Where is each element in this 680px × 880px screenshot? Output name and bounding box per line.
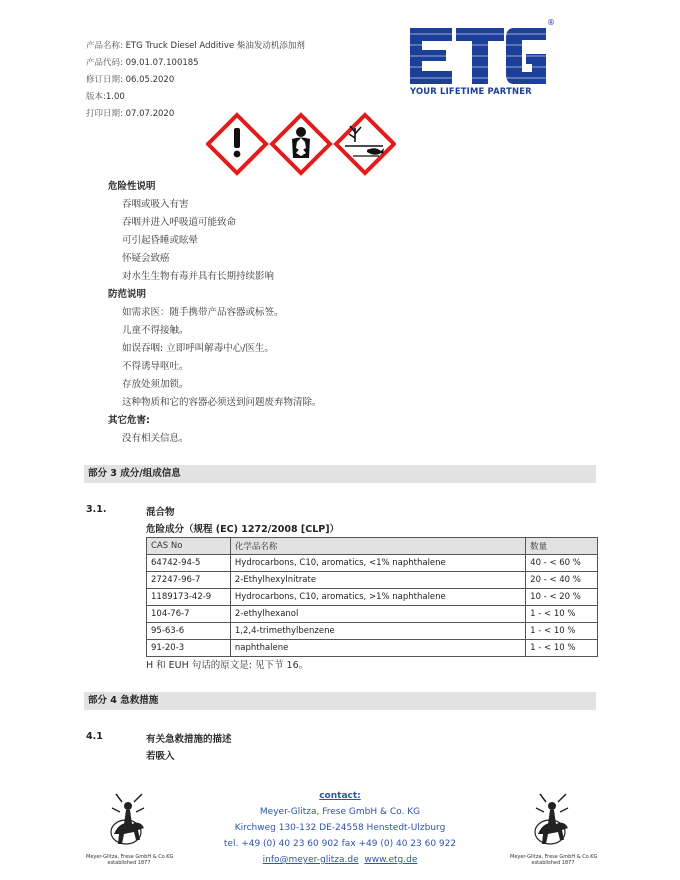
column-header-quantity: 数量 xyxy=(526,538,598,555)
logo-tagline: YOUR LIFETIME PARTNER xyxy=(410,86,532,96)
registered-mark: ® xyxy=(547,18,555,27)
section-4-1-number: 4.1 xyxy=(86,731,103,742)
quantity-cell: 40 - < 60 % xyxy=(526,555,598,572)
company-phone: tel. +49 (0) 40 23 60 902 fax +49 (0) 40 23 60 922 xyxy=(223,839,457,849)
chemical-name-cell: Hydrocarbons, C10, aromatics, <1% naphthalene xyxy=(230,555,525,572)
table-header-row xyxy=(147,538,598,555)
quantity-cell: 20 - < 40 % xyxy=(526,572,598,589)
horse-rider-icon xyxy=(86,790,172,852)
chemical-name-cell: Hydrocarbons, C10, aromatics, >1% naphthalene xyxy=(230,589,525,606)
logo-caption-left: Meyer-Glitza, Frese GmbH & Co.KG established 1877 xyxy=(86,854,174,866)
quantity-cell: 10 - < 20 % xyxy=(526,589,598,606)
section-3-heading: 部分 3 成分/组成信息 xyxy=(84,465,596,483)
h-euh-note: H 和 EUH 句话的原文是: 见下节 16。 xyxy=(146,660,309,671)
precautionary-statement: 不得诱导呕吐。 xyxy=(122,361,189,372)
chemical-name-cell: 2-ethylhexanol xyxy=(230,606,525,623)
other-hazards-title: 其它危害: xyxy=(108,415,150,426)
cas-cell: 1189173-42-9 xyxy=(147,589,231,606)
components-table xyxy=(146,537,598,657)
company-name: Meyer-Glitza, Frese GmbH & Co. KG xyxy=(259,807,421,817)
cas-cell: 27247-96-7 xyxy=(147,572,231,589)
etg-logo xyxy=(408,18,556,98)
section-4-heading: 部分 4 急救措施 xyxy=(84,692,596,710)
website-link[interactable]: www.etg.de xyxy=(364,855,418,865)
other-hazards-text: 没有相关信息。 xyxy=(122,433,189,444)
cas-cell: 64742-94-5 xyxy=(147,555,231,572)
section-3-1-number: 3.1. xyxy=(86,504,107,515)
environment-icon xyxy=(336,115,394,173)
quantity-cell: 1 - < 10 % xyxy=(526,640,598,657)
section-3-1-title: 混合物 xyxy=(146,507,175,518)
contact-links xyxy=(200,852,480,868)
cas-cell: 104-76-7 xyxy=(147,606,231,623)
precautionary-statement: 如误吞咽: 立即呼叫解毒中心/医生。 xyxy=(122,343,274,354)
contact-block xyxy=(200,788,480,868)
hazard-statement: 可引起昏睡或眩晕 xyxy=(122,235,199,246)
header-version: 版本:1.00 xyxy=(86,92,125,102)
table-row xyxy=(147,589,598,606)
header-revision-date: 修订日期: 06.05.2020 xyxy=(86,75,175,85)
precautionary-statement: 儿童不得接触。 xyxy=(122,325,189,336)
column-header-cas: CAS No xyxy=(147,538,231,555)
ghs-pictograms xyxy=(206,112,396,176)
chemical-name-cell: 2-Ethylhexylnitrate xyxy=(230,572,525,589)
exclamation-mark-icon xyxy=(208,115,266,173)
if-inhaled-heading: 若吸入 xyxy=(146,751,175,762)
precautionary-statement: 这种物质和它的容器必须送到问题废弃物清除。 xyxy=(122,397,322,408)
email-link[interactable]: info@meyer-glitza.de xyxy=(262,855,359,865)
column-header-chemical-name: 化学品名称 xyxy=(230,538,525,555)
table-row xyxy=(147,623,598,640)
header-product-name: 产品名称: ETG Truck Diesel Additive 柴油发动机添加剂 xyxy=(86,41,305,51)
chemical-name-cell: naphthalene xyxy=(230,640,525,657)
meyer-glitza-logo-right xyxy=(510,790,598,866)
hazard-statement: 吞咽并进入呼吸道可能致命 xyxy=(122,217,237,228)
quantity-cell: 1 - < 10 % xyxy=(526,606,598,623)
chemical-name-cell: 1,2,4-trimethylbenzene xyxy=(230,623,525,640)
header-product-code: 产品代码: 09.01.07.100185 xyxy=(86,58,199,68)
header-print-date: 打印日期: 07.07.2020 xyxy=(86,109,175,119)
section-4-1-title: 有关急救措施的描述 xyxy=(146,734,232,745)
table-row xyxy=(147,555,598,572)
contact-title: contact: xyxy=(319,791,361,801)
table-row xyxy=(147,606,598,623)
table-row xyxy=(147,572,598,589)
logo-caption-right: Meyer-Glitza, Frese GmbH & Co.KG established 1877 xyxy=(510,854,598,866)
horse-rider-icon xyxy=(510,790,596,852)
health-hazard-icon xyxy=(272,115,330,173)
precautionary-statement: 如需求医：随手携带产品容器或标签。 xyxy=(122,307,284,318)
quantity-cell: 1 - < 10 % xyxy=(526,623,598,640)
components-table-title: 危险成分（规程 (EC) 1272/2008 [CLP]） xyxy=(146,524,340,535)
hazard-statement: 对水生生物有毒并具有长期持续影响 xyxy=(122,271,275,282)
cas-cell: 95-63-6 xyxy=(147,623,231,640)
meyer-glitza-logo-left xyxy=(86,790,174,866)
precautionary-statement: 存放处须加锁。 xyxy=(122,379,189,390)
hazard-statement: 怀疑会致癌 xyxy=(122,253,170,264)
label-elements xyxy=(108,178,322,448)
document-header xyxy=(86,38,305,123)
cas-cell: 91-20-3 xyxy=(147,640,231,657)
hazard-statement: 吞咽或吸入有害 xyxy=(122,199,189,210)
hazard-statements-title: 危险性说明 xyxy=(108,181,156,192)
etg-logo-graphic xyxy=(408,18,556,86)
company-address: Kirchweg 130-132 DE-24558 Henstedt-Ulzburg xyxy=(234,823,446,833)
table-row xyxy=(147,640,598,657)
precautionary-statements-title: 防范说明 xyxy=(108,289,147,300)
